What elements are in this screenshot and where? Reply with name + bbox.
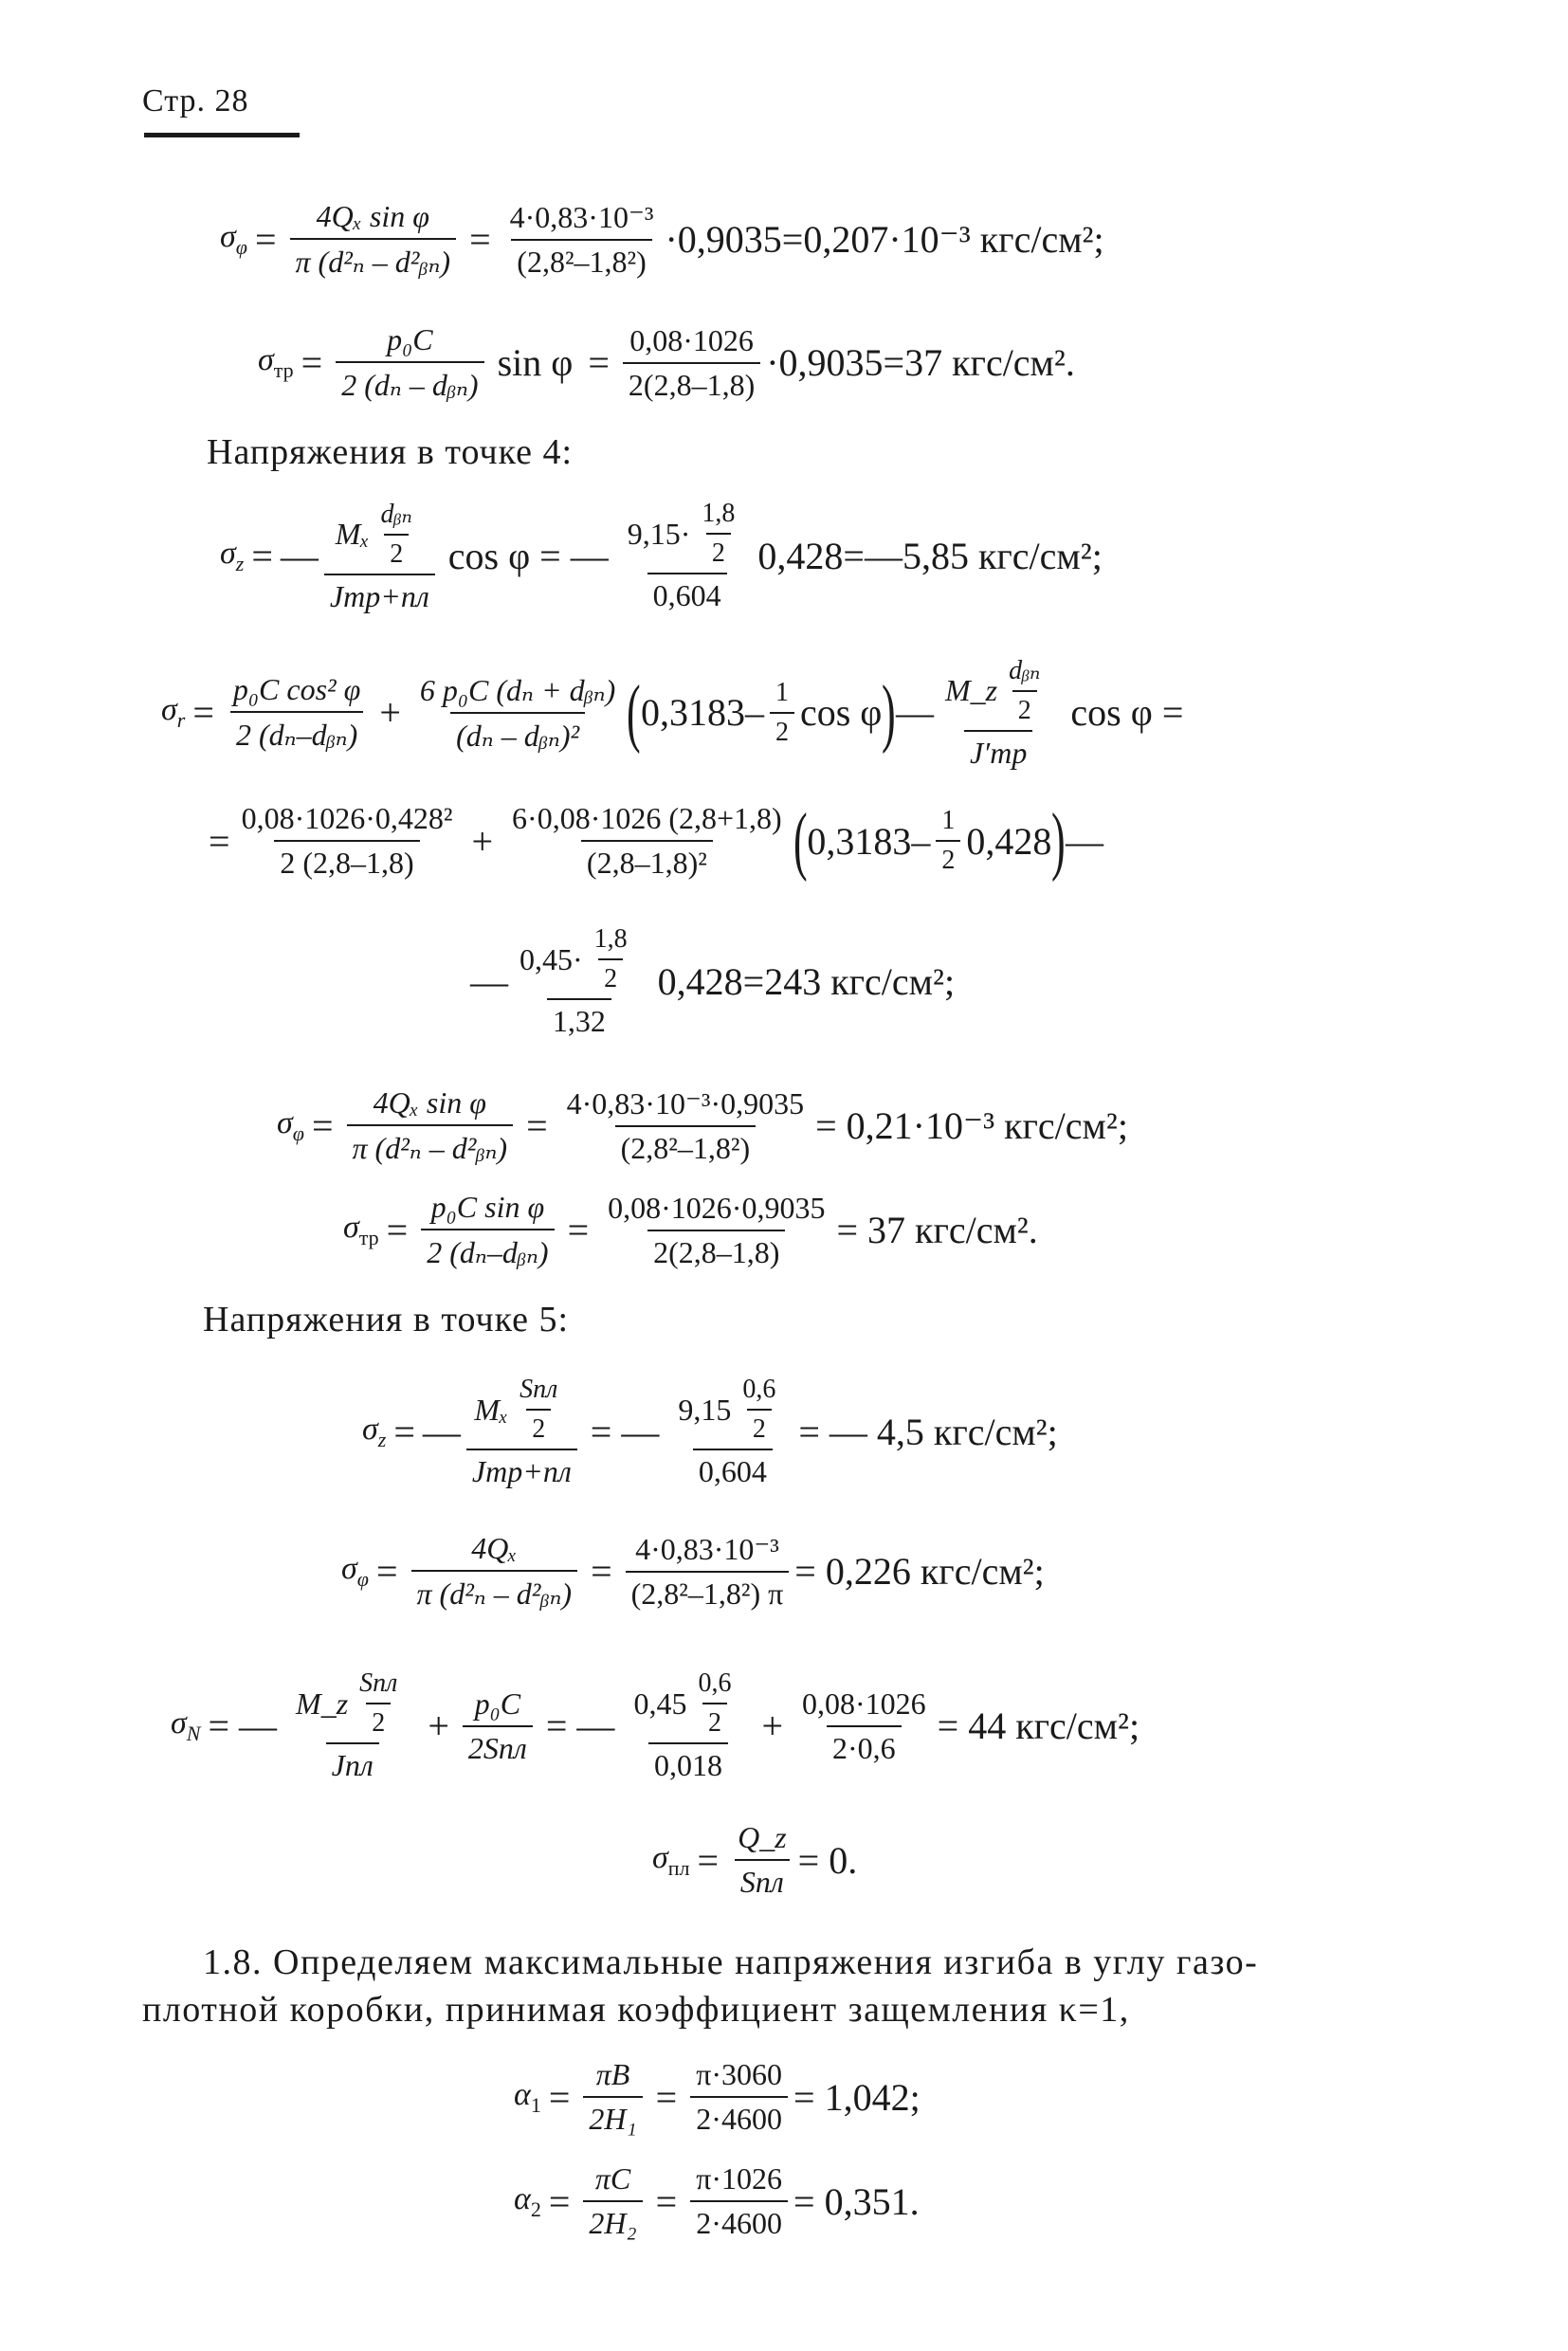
equation-sigma-r-4: $\sigma_r$ = $\frac{\text{p₀C cos² φ}}{\text{2 (dₙ–dᵦₙ)}}$ + $\frac{\text{6 p₀C (dₙ + dᵦₙ)}}{\text{(dₙ – dᵦₙ)²}}$ ( 0,3183– $\frac{1}{2}$ cos φ ) — M_z $\frac{\text{dᵦₙ}}{2}$ J′тр cos φ = bbox=[161, 656, 1184, 770]
equation-sigma-phi-5: $\sigma_\varphi$ = $\frac{\text{4Qₓ}}{\text{π (d²ₙ – d²ᵦₙ)}}$ = $\frac{\text{4·0,83·10⁻³}}{\text{(2,8²–1,8²) π}}$ = 0,226 кгс/см²; bbox=[341, 1531, 1045, 1611]
equation-sigma-pl-5: $\sigma_{пл}$ = $\frac{Q\_z}{\text{Sпл}}$ = 0. bbox=[652, 1820, 858, 1899]
equation-sigma-z-4: $\sigma_z$ = — Mₓ $\frac{\text{dᵦₙ}}{2}$ Jтр+пл cos φ = — 9,15· $\frac{1,8}{2}$ 0,604 0,428=—5,85 кгс/см²; bbox=[220, 499, 1103, 613]
equation-sigma-tr-4: $\sigma_{тр}$ = $\frac{\text{p₀C sin φ}}{\text{2 (dₙ–dᵦₙ)}}$ = $\frac{0,08\cdot 1026\cdot 0,9035}{2(2,8-1,8)}$ = 37 кгс/см². bbox=[343, 1190, 1038, 1269]
page-number: Стр. 28 bbox=[142, 83, 249, 118]
paragraph-1-8-line-1: 1.8. Определяем максимальные напряжения изгиба в углу газо- bbox=[203, 1942, 1259, 1982]
section-heading-point-4: Напряжения в точке 4: bbox=[207, 432, 574, 472]
header-rule bbox=[144, 133, 300, 137]
equation-alpha-2: $\alpha_2$ = $\frac{\pi C}{\text{2H₂}}$ = $\frac{\pi\cdot 1026}{2\cdot 4600}$ = 0,351. bbox=[514, 2161, 920, 2240]
equation-sigma-r-4-numeric: = $\frac{\text{0,08·1026·0,428²}}{2 (2,8-1,8)}$ + $\frac{6\cdot 0,08\cdot 1026 (2,8+1,8)}{\text{(2,8–1,8)²}}$ ( 0,3183– $\frac{1}{2}$ 0,428 ) — bbox=[209, 799, 1103, 883]
section-heading-point-5: Напряжения в точке 5: bbox=[203, 1300, 570, 1340]
equation-sigma-z-5: $\sigma_z$ = — Mₓ $\frac{\text{Sпл}}{2}$ Jтр+пл = — 9,15 $\frac{0,6}{2}$ 0,604 = — 4,5 кгс/см²; bbox=[362, 1375, 1058, 1488]
equation-sigma-n-5: $\sigma_N$ = — M_z $\frac{\text{Sпл}}{2}$ Jпл + $\frac{\text{p₀C}}{\text{2Sпл}}$ = — 0,45 $\frac{0,6}{2}$ 0,018 + $\frac{0,08\cdot 1026}{2\cdot 0,6}$ = 44 кгс/см²; bbox=[171, 1668, 1140, 1782]
equation-sigma-tr-1: $\sigma_{тр}$ = $\frac{\text{p₀C}}{\text{2 (dₙ – dᵦₙ)}}$ sin φ = $\frac{0,08\cdot 1026}{2(2,8-1,8)}$ ·0,9035=37 кгс/см². bbox=[258, 322, 1075, 402]
equation-alpha-1: $\alpha_1$ = $\frac{\pi B}{\text{2H₁}}$ = $\frac{\pi\cdot 3060}{2\cdot 4600}$ = 1,042; bbox=[514, 2057, 921, 2136]
equation-sigma-phi-1: $\sigma_\varphi$ = $\frac{\text{4Qₓ sin φ}}{\text{π (d²ₙ – d²ᵦₙ)}}$ = $\frac{\text{4·0,83·10⁻³}}{\text{(2,8²–1,8²)}}$ ·0,9035=0,207·10⁻³ кгс/см²; bbox=[220, 199, 1104, 279]
equation-sigma-r-4-result: — 0,45· $\frac{1,8}{2}$ 1,32 0,428=243 кгс/см²; bbox=[470, 924, 956, 1038]
equation-sigma-phi-4: $\sigma_\varphi$ = $\frac{\text{4Qₓ sin φ}}{\text{π (d²ₙ – d²ᵦₙ)}}$ = $\frac{\text{4·0,83·10⁻³·0,9035}}{\text{(2,8²–1,8²)}}$ = 0,21·10⁻³ кгс/см²; bbox=[277, 1085, 1128, 1165]
paragraph-1-8-line-2: плотной коробки, принимая коэффициент защемления κ=1, bbox=[142, 1990, 1130, 2030]
